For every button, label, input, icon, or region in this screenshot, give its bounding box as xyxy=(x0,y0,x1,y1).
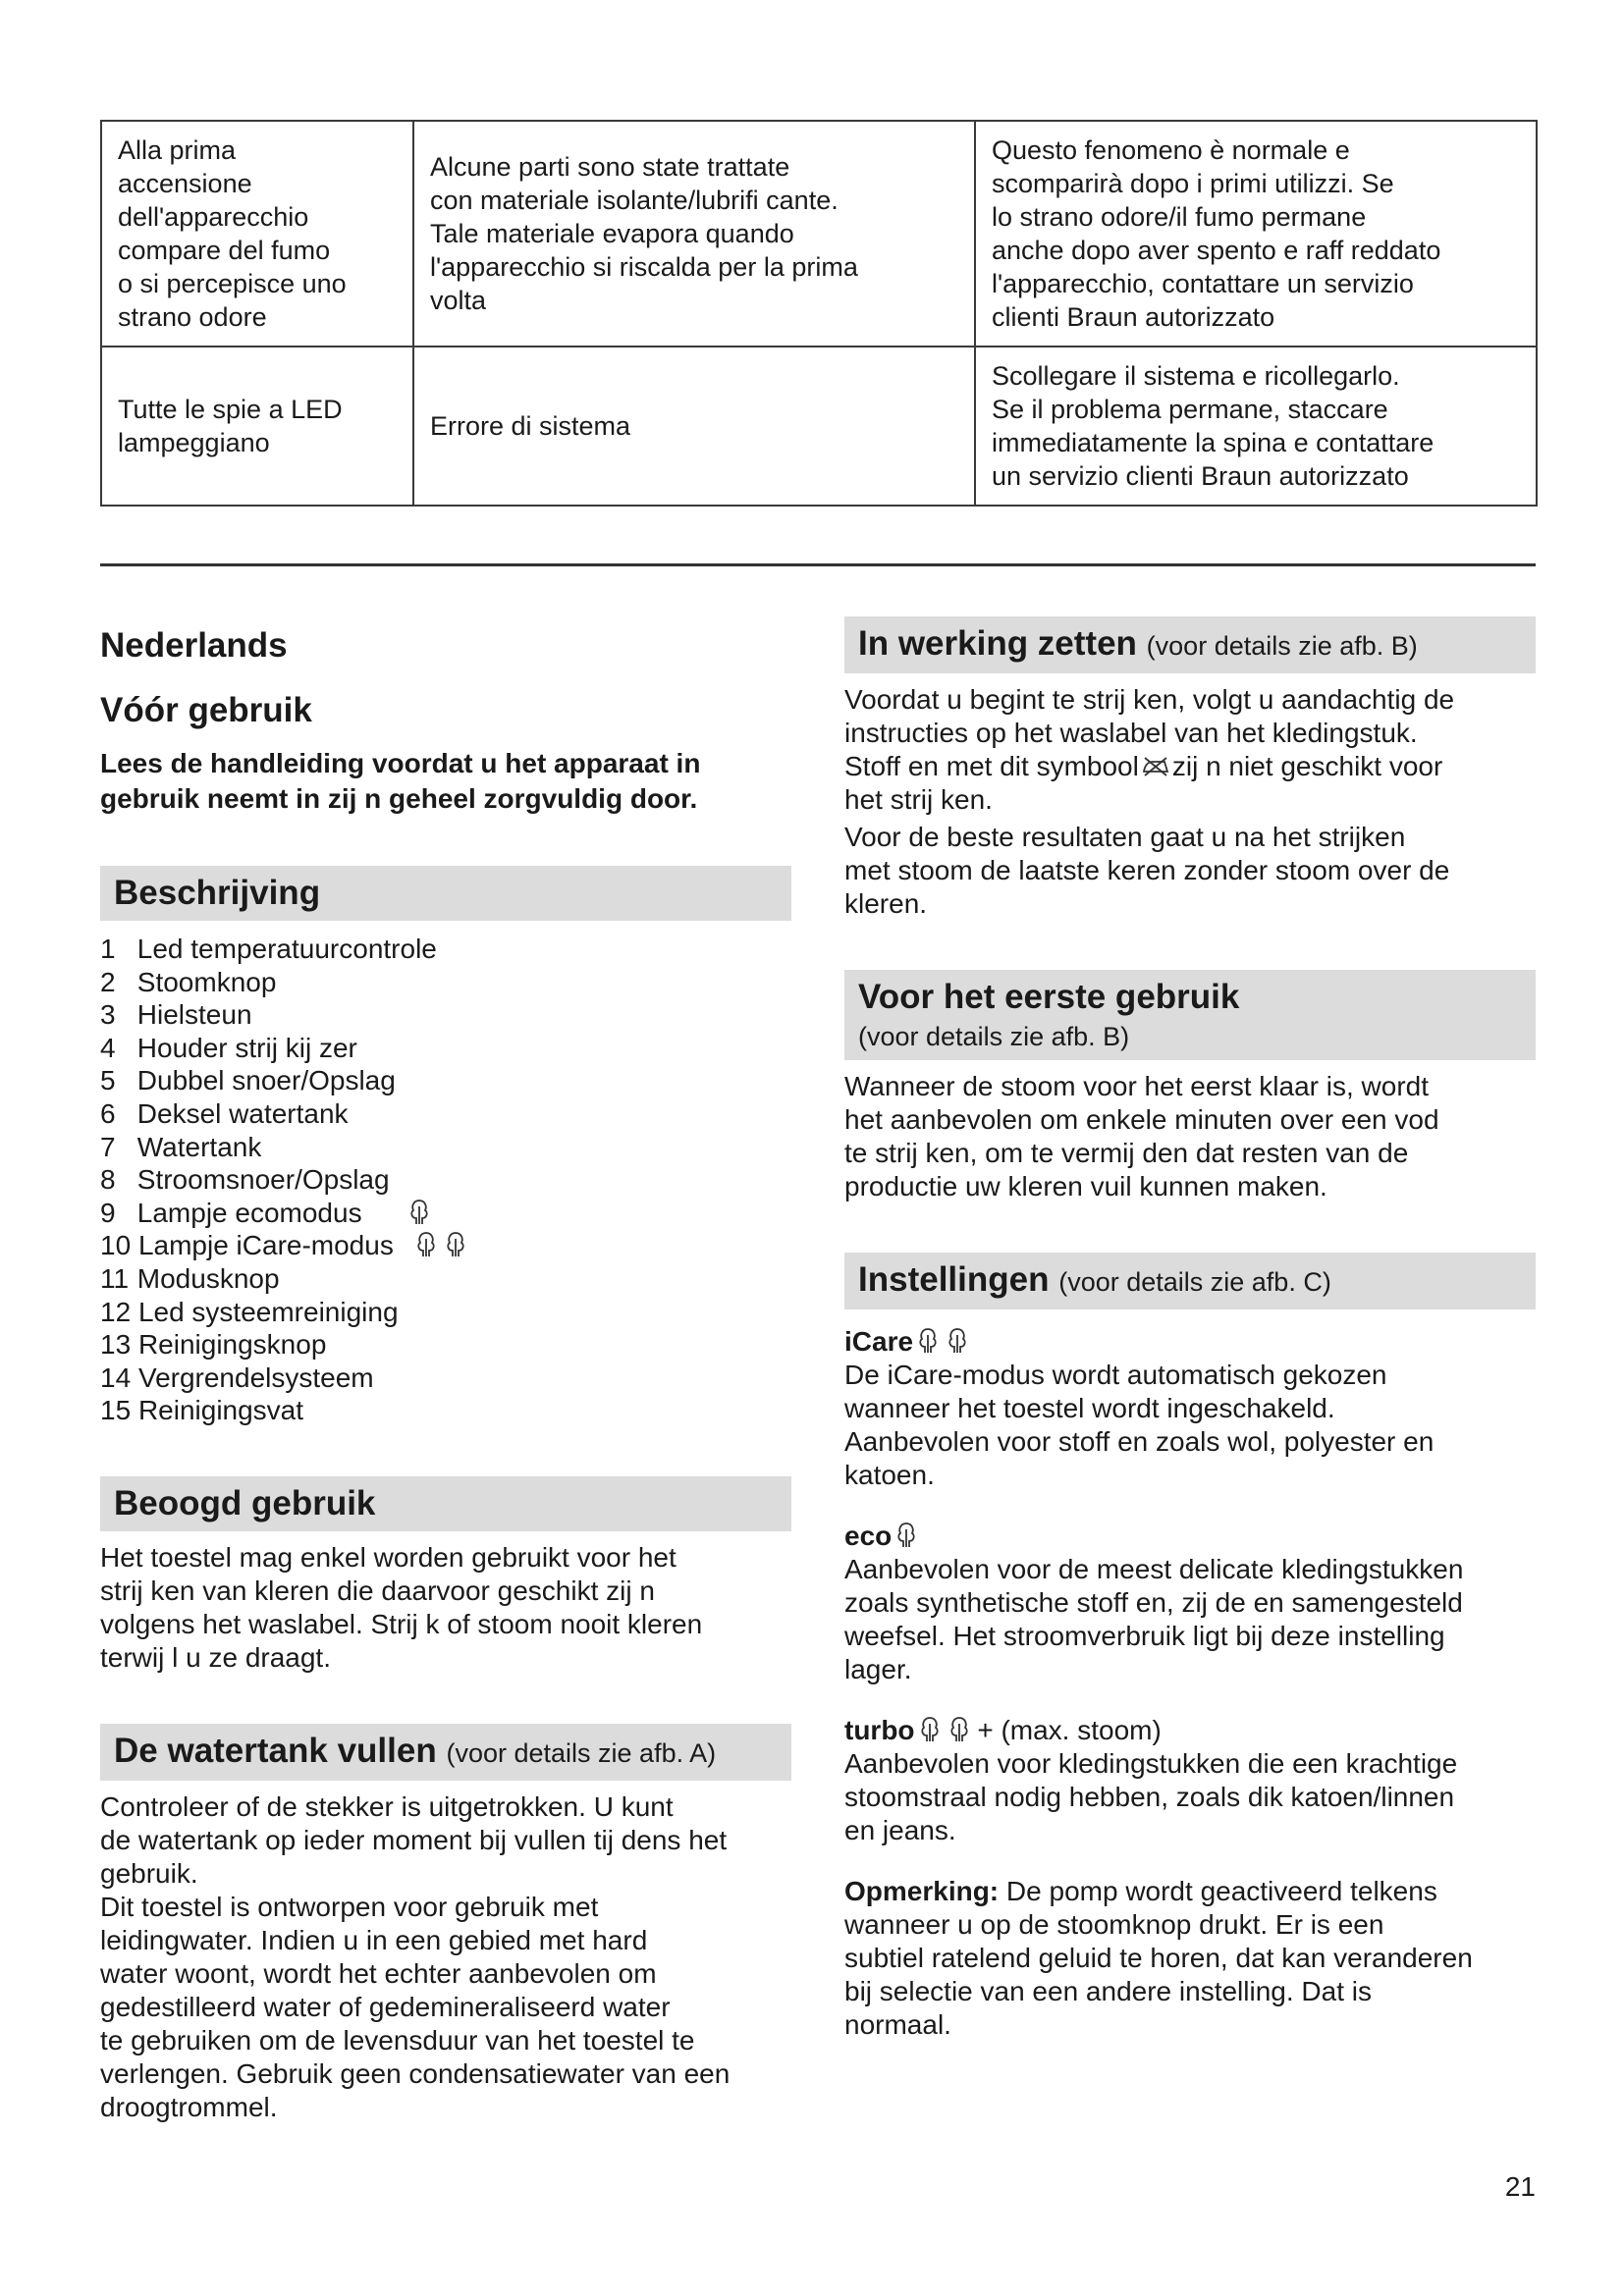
icare-text: De iCare-modus wordt automatisch gekozen wanneer het toestel wordt ingeschakeld. Aanbevolen voor stoff en zoals wol, polyester en katoen. xyxy=(844,1360,1435,1490)
eco-setting xyxy=(844,1520,1536,1553)
turbo-text: Aanbevolen voor kledingstukken die een krachtige stoomstraal nodig hebben, zoals dik katoen/linnen en jeans. xyxy=(844,1748,1458,1845)
list-item: 4 Houder strij kij zer xyxy=(100,1032,357,1063)
list-item: 3 Hielsteun xyxy=(100,999,252,1031)
fill-tank-heading xyxy=(100,1724,791,1781)
list-item: 15 Reinigingsvat xyxy=(100,1395,304,1426)
intro-warning: Lees de handleiding voordat u het apparaat in gebruik neemt in zij n geheel zorgvuldig door. xyxy=(100,748,701,814)
description-title: Beschrijving xyxy=(114,874,321,912)
table-cell-cause: Alcune parti sono state trattate con materiale isolante/lubrifi cante. Tale materiale evapora quando l'apparecchio si riscalda per la prima volta xyxy=(413,121,975,347)
left-column xyxy=(100,609,791,2124)
steam-icon xyxy=(919,1716,941,1743)
list-item: 1 Led temperatuurcontrole xyxy=(100,934,437,964)
steam-icon xyxy=(408,1199,430,1226)
list-item: 10 Lampje iCare-modus xyxy=(100,1229,791,1262)
table-cell-cause: Errore di sistema xyxy=(413,347,975,506)
start-text: Voordat u begint te strij ken, volgt u aandachtig de instructies op het waslabel van het kledingstuk. Stoff en met dit symbool zij n niet geschikt voor het strij ken. xyxy=(844,684,1455,815)
settings-reference: (voor details zie afb. C) xyxy=(1058,1267,1331,1297)
turbo-setting xyxy=(844,1714,1536,1747)
icare-setting xyxy=(844,1325,1536,1359)
start-text-2: Voor de beste resultaten gaat u na het strijken met stoom de laatste keren zonder stoom over de kleren. xyxy=(844,822,1450,919)
list-item: 6 Deksel watertank xyxy=(100,1097,349,1129)
before-use-heading: Vóór gebruik xyxy=(100,691,312,729)
right-column xyxy=(844,609,1536,2042)
start-reference: (voor details zie afb. B) xyxy=(1146,631,1418,661)
intended-use-heading xyxy=(100,1476,791,1531)
first-use-text: Wanneer de stoom voor het eerst klaar is, wordt het aanbevolen om enkele minuten over een vod te strij ken, om te vermij den dat resten van de productie uw kleren vuil kunnen maken. xyxy=(844,1071,1439,1201)
eco-text: Aanbevolen voor de meest delicate kledingstukken zoals synthetische stoff en, zij de en samengesteld weefsel. Het stroomverbruik ligt bij deze instelling lager. xyxy=(844,1554,1464,1684)
table-row xyxy=(101,347,1537,506)
parts-list xyxy=(100,933,791,1427)
steam-icon xyxy=(445,1231,466,1258)
list-item: 7 Watertank xyxy=(100,1131,262,1162)
turbo-label: turbo xyxy=(844,1715,915,1745)
section-divider xyxy=(100,563,1536,566)
first-use-title: Voor het eerste gebruik xyxy=(858,978,1240,1016)
intended-use-title: Beoogd gebruik xyxy=(114,1483,376,1522)
intended-use-text: Het toestel mag enkel worden gebruikt voor het strij ken van kleren die daarvoor geschikt zij n volgens het waslabel. Strij k of stoom nooit kleren terwij l u ze draagt. xyxy=(100,1541,703,1673)
first-use-heading xyxy=(844,970,1536,1060)
start-title: In werking zetten xyxy=(858,624,1137,663)
list-item: 12 Led systeemreiniging xyxy=(100,1296,399,1327)
list-item: 11 Modusknop xyxy=(100,1262,280,1294)
table-row xyxy=(101,121,1537,347)
list-item: 13 Reinigingsknop xyxy=(100,1329,327,1361)
list-item: 8 Stroomsnoer/Opslag xyxy=(100,1164,390,1196)
turbo-suffix: + (max. stoom) xyxy=(977,1715,1162,1745)
steam-icon xyxy=(947,1327,968,1355)
list-item: 9 Lampje ecomodus xyxy=(100,1197,791,1230)
fill-tank-reference: (voor details zie afb. A) xyxy=(446,1737,717,1768)
settings-heading xyxy=(844,1253,1536,1309)
fill-tank-title: De watertank vullen xyxy=(114,1731,437,1770)
fill-tank-text: Controleer of de stekker is uitgetrokken. U kunt de watertank op ieder moment bij vullen tij dens het gebruik. Dit toestel is ontworpen voor gebruik met leidingwater. Indien u in een gebied met hard water woont, wordt het echter aanbevolen om gedestilleerd water of gedemineraliseerd water te gebruiken om de levensduur van het toestel te verlengen. Gebruik geen condensatiewater van een droogtrommel. xyxy=(100,1790,731,2122)
steam-icon xyxy=(917,1327,939,1355)
eco-label: eco xyxy=(844,1521,893,1551)
note xyxy=(844,1875,1536,2042)
description-heading xyxy=(100,866,791,921)
table-cell-problem: Tutte le spie a LED lampeggiano xyxy=(101,347,413,506)
table-cell-remedy: Scollegare il sistema e ricollegarlo. Se il problema permane, staccare immediatamente la spina e contattare un servizio clienti Braun autorizzato xyxy=(975,347,1537,506)
note-text: De pomp wordt geactiveerd telkens wanneer u op de stoomknop drukt. Er is een subtiel ratelend geluid te horen, dat kan veranderen bij selectie van een andere instelling. Dat is normaal. xyxy=(844,1876,1473,2040)
page-number: 21 xyxy=(1504,2171,1536,2202)
steam-icon xyxy=(948,1716,970,1743)
table-cell-problem: Alla prima accensione dell'apparecchio compare del fumo o si percepisce uno strano odore xyxy=(101,121,413,347)
language-heading: Nederlands xyxy=(100,626,288,665)
table-cell-remedy: Questo fenomeno è normale e scomparirà dopo i primi utilizzi. Se lo strano odore/il fumo permane anche dopo aver spento e raff reddato l'apparecchio, contattare un servizio clienti Braun autorizzato xyxy=(975,121,1537,347)
list-item: 2 Stoomknop xyxy=(100,966,277,997)
no-ironing-symbol-icon xyxy=(1141,752,1170,779)
list-item: 5 Dubbel snoer/Opslag xyxy=(100,1065,396,1096)
troubleshooting-table xyxy=(100,120,1538,507)
settings-title: Instellingen xyxy=(858,1260,1050,1299)
start-heading xyxy=(844,616,1536,673)
steam-icon xyxy=(895,1522,917,1549)
steam-icon xyxy=(415,1231,437,1258)
list-item: 14 Vergrendelsysteem xyxy=(100,1362,374,1393)
first-use-reference: (voor details zie afb. B) xyxy=(858,1022,1130,1051)
note-label: Opmerking: xyxy=(844,1876,1000,1906)
icare-label: iCare xyxy=(844,1326,914,1357)
